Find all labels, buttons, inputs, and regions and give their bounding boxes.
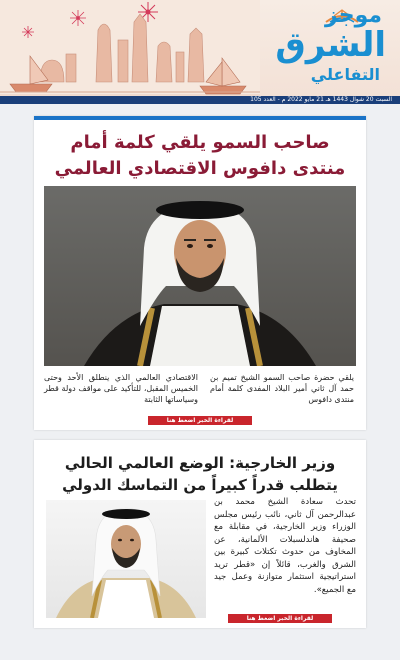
issue-date: السبت 20 شوال 1443 هـ 21 مايو 2022 م - العدد 105	[250, 96, 392, 103]
emir-portrait-photo	[44, 186, 356, 366]
read-more-button[interactable]: لقراءة الخبر اضغط هنا	[228, 614, 332, 623]
article-card-emir-davos	[34, 116, 366, 430]
article-body-right-column: يلقي حضرة صاحب السمو الشيخ تميم بن حمد آل ثاني أمير البلاد المفدى كلمة أمام منتدى دافوس	[210, 373, 354, 404]
portrait-illustration	[44, 186, 356, 366]
logo-title-line1: موجز	[325, 3, 382, 28]
article-body-left-column: الاقتصادي العالمي الذي ينطلق الأحد وحتى الخميس المقبل، للتأكيد على مواقف دولة قطر وسياساتها الثابتة	[44, 373, 198, 404]
article-headline[interactable]: وزير الخارجية: الوضع العالمي الحالي يتطلب قدراً كبيراً من التماسك الدولي	[62, 454, 338, 494]
card-accent-bar	[34, 116, 366, 120]
logo-title-line3: التفاعلي	[310, 65, 380, 84]
masthead	[0, 0, 400, 98]
doha-skyline-illustration	[0, 0, 260, 98]
foreign-minister-photo	[46, 500, 206, 618]
article-headline[interactable]: صاحب السمو يلقي كلمة أمام منتدى دافوس الاقتصادي العالمي	[54, 132, 346, 179]
logo-title-line2: الشرق	[275, 25, 386, 65]
article-card-foreign-minister	[34, 440, 366, 628]
portrait-illustration	[46, 500, 206, 618]
read-more-button[interactable]: لقراءة الخبر اضغط هنا	[148, 416, 252, 425]
article-body: تحدث سعادة الشيخ محمد بن عبدالرحمن آل ثاني، نائب رئيس مجلس الوزراء وزير الخارجية، في مقابلة مع صحيفة هاندلسبلات الألمانية، عن المخاوف من حدوث تكتلات كبيرة بين الشرق والغرب، قائلاً إن «قطر تريد استراتيجية استثمار متوازنة وعمل جيد مع الجميع».	[214, 497, 356, 595]
